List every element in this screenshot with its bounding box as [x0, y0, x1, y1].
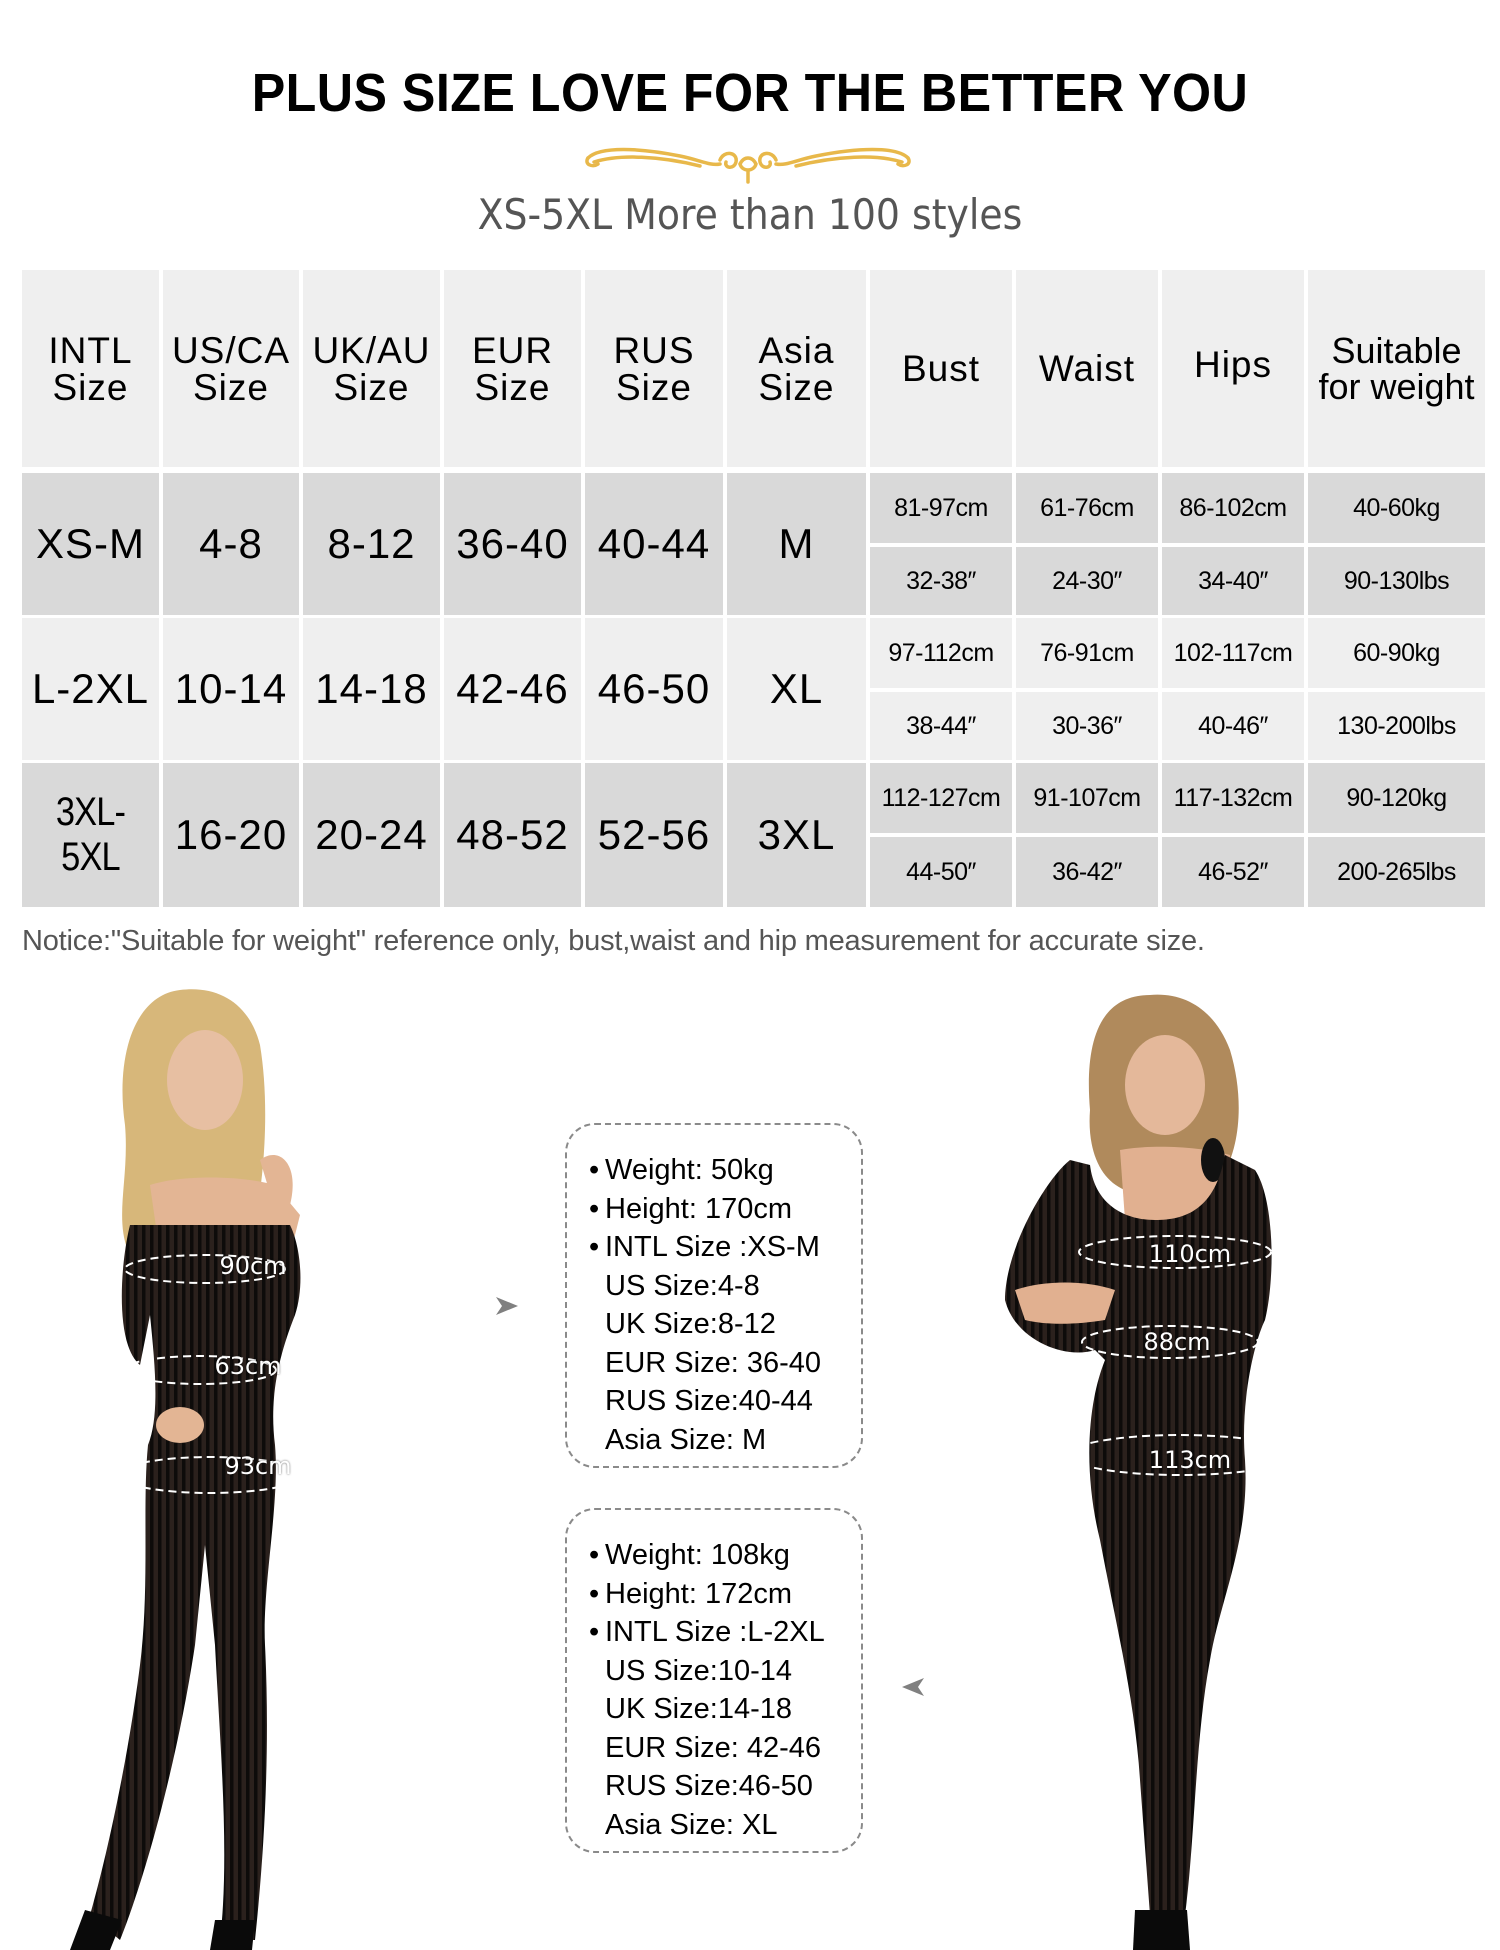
waist-measurement-label: 63cm — [214, 1352, 282, 1380]
column-header-eur: EUR Size — [444, 270, 581, 467]
info-asia-size: Asia Size: XL — [605, 1808, 778, 1841]
cell-waist-cm: 76-91cm — [1016, 618, 1158, 688]
info-us-size: US Size:4-8 — [605, 1269, 760, 1302]
cell-weight-kg: 40-60kg — [1308, 473, 1485, 543]
cell-asia: M — [727, 473, 866, 615]
model-photo-small — [30, 985, 375, 1950]
cell-weight-lbs: 200-265lbs — [1308, 837, 1485, 907]
cell-bust-cm: 81-97cm — [870, 473, 1012, 543]
column-header-hips: Hips — [1162, 270, 1304, 467]
model-info-box-small — [565, 1123, 863, 1468]
info-uk-size: UK Size:14-18 — [605, 1693, 792, 1725]
cell-eur: 42-46 — [444, 618, 581, 760]
page-subtitle: XS-5XL More than 100 styles — [477, 190, 1023, 239]
column-header-asia: Asia Size — [727, 270, 866, 467]
cell-intl: 3XL-5XL — [22, 763, 159, 907]
info-weight: • Weight: 108kg — [589, 1539, 790, 1571]
gold-flourish-icon — [580, 138, 916, 186]
cell-hips-cm: 86-102cm — [1162, 473, 1304, 543]
cell-hips-cm: 102-117cm — [1162, 618, 1304, 688]
cell-hips-in: 46-52″ — [1162, 837, 1304, 907]
cell-asia: XL — [727, 618, 866, 760]
hips-measurement-label: 113cm — [1148, 1446, 1232, 1474]
column-header-rus: RUS Size — [585, 270, 723, 467]
model-photo-plus — [975, 980, 1320, 1950]
size-notice: Notice:"Suitable for weight" reference only, bust,waist and hip measurement for accurate size. — [22, 925, 1205, 957]
cell-hips-cm: 117-132cm — [1162, 763, 1304, 833]
cell-waist-cm: 61-76cm — [1016, 473, 1158, 543]
cell-bust-in: 44-50″ — [870, 837, 1012, 907]
cell-asia: 3XL — [727, 763, 866, 907]
cell-waist-cm: 91-107cm — [1016, 763, 1158, 833]
cell-bust-in: 38-44″ — [870, 692, 1012, 760]
column-header-uk-au: UK/AU Size — [303, 270, 440, 467]
cell-us-ca: 10-14 — [163, 618, 299, 760]
model-info-box-plus — [565, 1508, 863, 1853]
cell-us-ca: 16-20 — [163, 763, 299, 907]
bust-measurement-label: 110cm — [1148, 1240, 1232, 1268]
bust-measurement-label: 90cm — [219, 1252, 287, 1280]
size-chart-table — [22, 270, 1485, 908]
cell-bust-cm: 112-127cm — [870, 763, 1012, 833]
cell-waist-in: 30-36″ — [1016, 692, 1158, 760]
cell-uk-au: 14-18 — [303, 618, 440, 760]
cell-eur: 48-52 — [444, 763, 581, 907]
cell-uk-au: 20-24 — [303, 763, 440, 907]
cell-waist-in: 36-42″ — [1016, 837, 1158, 907]
info-eur-size: EUR Size: 36-40 — [605, 1346, 821, 1379]
hips-measurement-label: 93cm — [224, 1452, 292, 1480]
page-title: PLUS SIZE LOVE FOR THE BETTER YOU — [251, 63, 1249, 123]
info-asia-size: Asia Size: M — [605, 1423, 767, 1456]
info-uk-size: UK Size:8-12 — [605, 1308, 776, 1340]
column-header-us-ca: US/CA Size — [163, 270, 299, 467]
column-header-bust: Bust — [870, 270, 1012, 467]
cell-rus: 46-50 — [585, 618, 723, 760]
cell-us-ca: 4-8 — [163, 473, 299, 615]
cell-rus: 40-44 — [585, 473, 723, 615]
cell-intl: XS-M — [22, 473, 159, 615]
arrow-left-icon — [902, 1678, 924, 1696]
column-header-intl: INTL Size — [22, 270, 159, 467]
cell-rus: 52-56 — [585, 763, 723, 907]
cell-waist-in: 24-30″ — [1016, 547, 1158, 615]
cell-intl: L-2XL — [22, 618, 159, 760]
cell-weight-kg: 60-90kg — [1308, 618, 1485, 688]
info-rus-size: RUS Size:46-50 — [605, 1770, 813, 1802]
cell-hips-in: 40-46″ — [1162, 692, 1304, 760]
info-height: • Height: 172cm — [589, 1577, 792, 1610]
cell-eur: 36-40 — [444, 473, 581, 615]
column-header-waist: Waist — [1016, 270, 1158, 467]
cell-weight-kg: 90-120kg — [1308, 763, 1485, 833]
arrow-right-icon — [496, 1297, 518, 1315]
info-rus-size: RUS Size:40-44 — [605, 1385, 813, 1417]
info-height: • Height: 170cm — [589, 1192, 792, 1225]
waist-measurement-label: 88cm — [1143, 1328, 1211, 1356]
info-intl-size: • INTL Size :XS-M — [589, 1231, 820, 1263]
cell-hips-in: 34-40″ — [1162, 547, 1304, 615]
cell-weight-lbs: 90-130lbs — [1308, 547, 1485, 615]
cell-uk-au: 8-12 — [303, 473, 440, 615]
info-weight: • Weight: 50kg — [589, 1154, 774, 1186]
info-intl-size: • INTL Size :L-2XL — [589, 1616, 825, 1648]
cell-bust-cm: 97-112cm — [870, 618, 1012, 688]
column-header-weight: Suitable for weight — [1308, 270, 1485, 467]
cell-weight-lbs: 130-200lbs — [1308, 692, 1485, 760]
info-us-size: US Size:10-14 — [605, 1654, 792, 1687]
cell-bust-in: 32-38″ — [870, 547, 1012, 615]
info-eur-size: EUR Size: 42-46 — [605, 1731, 821, 1764]
